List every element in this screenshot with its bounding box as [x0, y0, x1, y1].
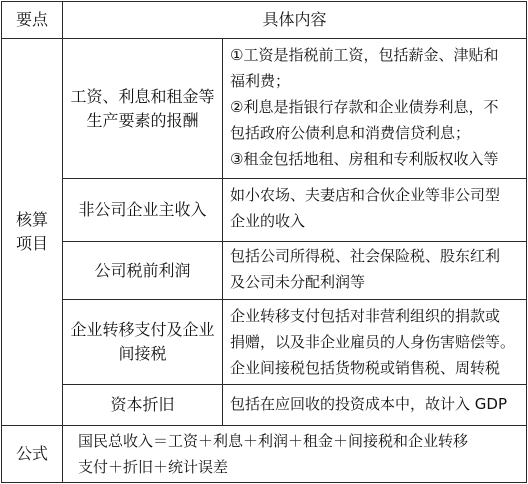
content-line: ②利息是指银行存款和企业债券利息，不	[230, 98, 499, 116]
border-bottom	[1, 482, 527, 483]
section-label-line-2: 项目	[15, 234, 48, 253]
formula-label: 公式	[15, 444, 48, 463]
formula-line-1: 国民总收入＝工资＋利息＋利润＋租金＋间接税和企业转移	[78, 432, 469, 450]
content-line: 包括在应回收的投资成本中，故计入 GDP	[230, 395, 507, 413]
item-content-proprietor-income	[230, 184, 524, 240]
content-line: 包括公司所得税、社会保险税、股东红利	[230, 247, 501, 265]
item-content-transfers-indirect-tax	[230, 305, 524, 383]
item-label-line: 间接税	[118, 344, 167, 363]
section-label-accounting-items	[2, 39, 62, 425]
item-content-factor-income	[230, 44, 524, 176]
header-details: 具体内容	[262, 10, 327, 29]
content-line: 包括政府公债利息和消费信贷利息；	[230, 124, 471, 142]
formula-line-2: 支付＋折旧＋统计误差	[78, 458, 229, 476]
item-content-depreciation	[230, 393, 524, 421]
content-line: 企业转移支付包括对非营利组织的捐款或	[230, 307, 501, 325]
item-label-depreciation	[63, 385, 222, 425]
item-label-line: 工资、利息和租金等	[70, 86, 215, 106]
item-label-line: 生产要素的报酬	[86, 110, 199, 130]
content-line: 企业的收入	[230, 212, 306, 230]
formula-content	[78, 430, 524, 480]
item-content-corporate-profit	[230, 245, 524, 299]
item-label-proprietor-income	[63, 179, 222, 241]
content-line: 及公司未分配利润等	[230, 273, 366, 291]
header-key-points: 要点	[15, 10, 48, 29]
item-label-factor-income	[63, 39, 222, 178]
item-label-line: 公司税前利润	[94, 260, 191, 280]
content-line: ①工资是指税前工资，包括薪金、津贴和	[230, 46, 499, 64]
border-right	[526, 1, 527, 483]
content-line: 企业间接税包括货物税或销售税、周转税	[230, 359, 501, 377]
item-label-corporate-profit	[63, 242, 222, 299]
content-line: 如小农场、夫妻店和合伙企业等非公司型	[230, 186, 501, 204]
item-label-line: 非公司企业主收入	[78, 200, 207, 219]
content-line: 捐赠，以及非企业雇员的人身伤害赔偿等。	[230, 333, 516, 351]
item-label-line: 企业转移支付及企业	[70, 320, 215, 339]
section-label-line-1: 核算	[15, 210, 48, 229]
item-label-transfers-indirect-tax	[63, 300, 222, 384]
divider-col-2	[222, 38, 223, 425]
content-line: 福利费；	[230, 72, 291, 90]
item-label-line: 资本折旧	[110, 395, 175, 414]
content-line: ③租金包括地租、房租和专利版权收入等	[230, 150, 499, 168]
formula-divider	[1, 425, 527, 426]
